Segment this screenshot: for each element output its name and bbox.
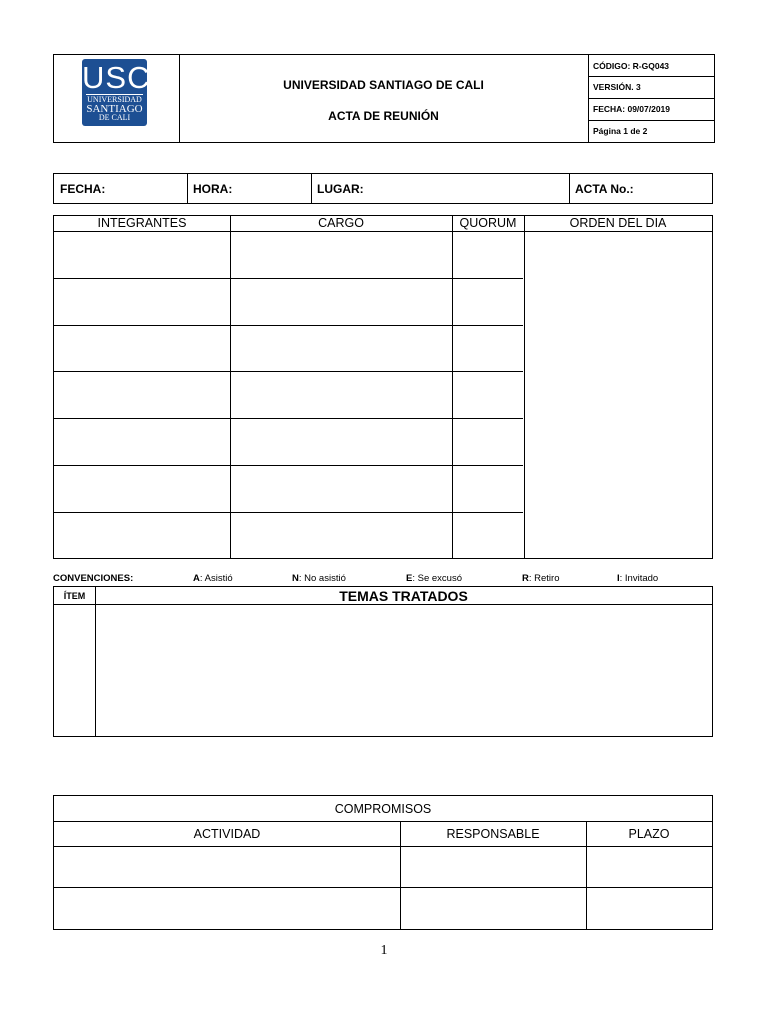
header-plazo: PLAZO	[628, 826, 670, 841]
convention-e-text: : Se excusó	[412, 573, 462, 584]
header-orden-del-dia: ORDEN DEL DIA	[569, 216, 667, 230]
convention-r	[522, 573, 560, 584]
meta-code: CÓDIGO: R-GQ043	[593, 60, 670, 71]
header-integrantes: INTEGRANTES	[97, 216, 187, 230]
lugar-field[interactable]: LUGAR:	[317, 181, 364, 196]
document-title: ACTA DE REUNIÓN	[328, 109, 439, 123]
topics-title: TEMAS TRATADOS	[339, 587, 468, 604]
hora-field[interactable]: HORA:	[193, 181, 233, 196]
convention-n-key: N	[292, 573, 299, 584]
institution-name: UNIVERSIDAD SANTIAGO DE CALI	[283, 78, 484, 92]
header-actividad: ACTIVIDAD	[193, 826, 261, 841]
meta-version: VERSIÓN. 3	[593, 82, 641, 92]
logo-line2: SANTIAGO	[86, 103, 143, 115]
convention-a	[193, 573, 233, 584]
convention-a-key: A	[193, 573, 200, 584]
convention-n	[292, 573, 346, 584]
meta-date: FECHA: 09/07/2019	[593, 104, 671, 114]
logo-line3: DE CALI	[98, 113, 131, 122]
logo-main-text: USC	[82, 60, 151, 95]
logo-line1: UNIVERSIDAD	[87, 95, 142, 104]
page-number: 1	[380, 943, 388, 958]
convention-a-text: : Asistió	[199, 573, 233, 584]
convention-i	[617, 573, 658, 584]
meta-page: Página 1 de 2	[593, 126, 648, 136]
header-quorum: QUORUM	[459, 216, 517, 230]
members-table	[53, 215, 713, 559]
header-responsable: RESPONSABLE	[446, 826, 540, 841]
commitments-title: COMPROMISOS	[334, 801, 432, 816]
convention-e-key: E	[406, 573, 413, 584]
header-cargo: CARGO	[318, 216, 364, 230]
convention-i-text: : Invitado	[619, 573, 659, 584]
convention-i-key: I	[617, 573, 620, 584]
usc-logo	[82, 59, 151, 126]
item-header: ÍTEM	[63, 590, 86, 601]
conventions-label: CONVENCIONES:	[53, 573, 134, 584]
fecha-field[interactable]: FECHA:	[60, 181, 106, 196]
convention-e	[406, 573, 462, 584]
convention-r-text: : Retiro	[528, 573, 560, 584]
convention-n-text: : No asistió	[298, 573, 346, 584]
topics-table	[53, 586, 713, 737]
convention-r-key: R	[522, 573, 529, 584]
acta-number-field[interactable]: ACTA No.:	[575, 181, 634, 196]
